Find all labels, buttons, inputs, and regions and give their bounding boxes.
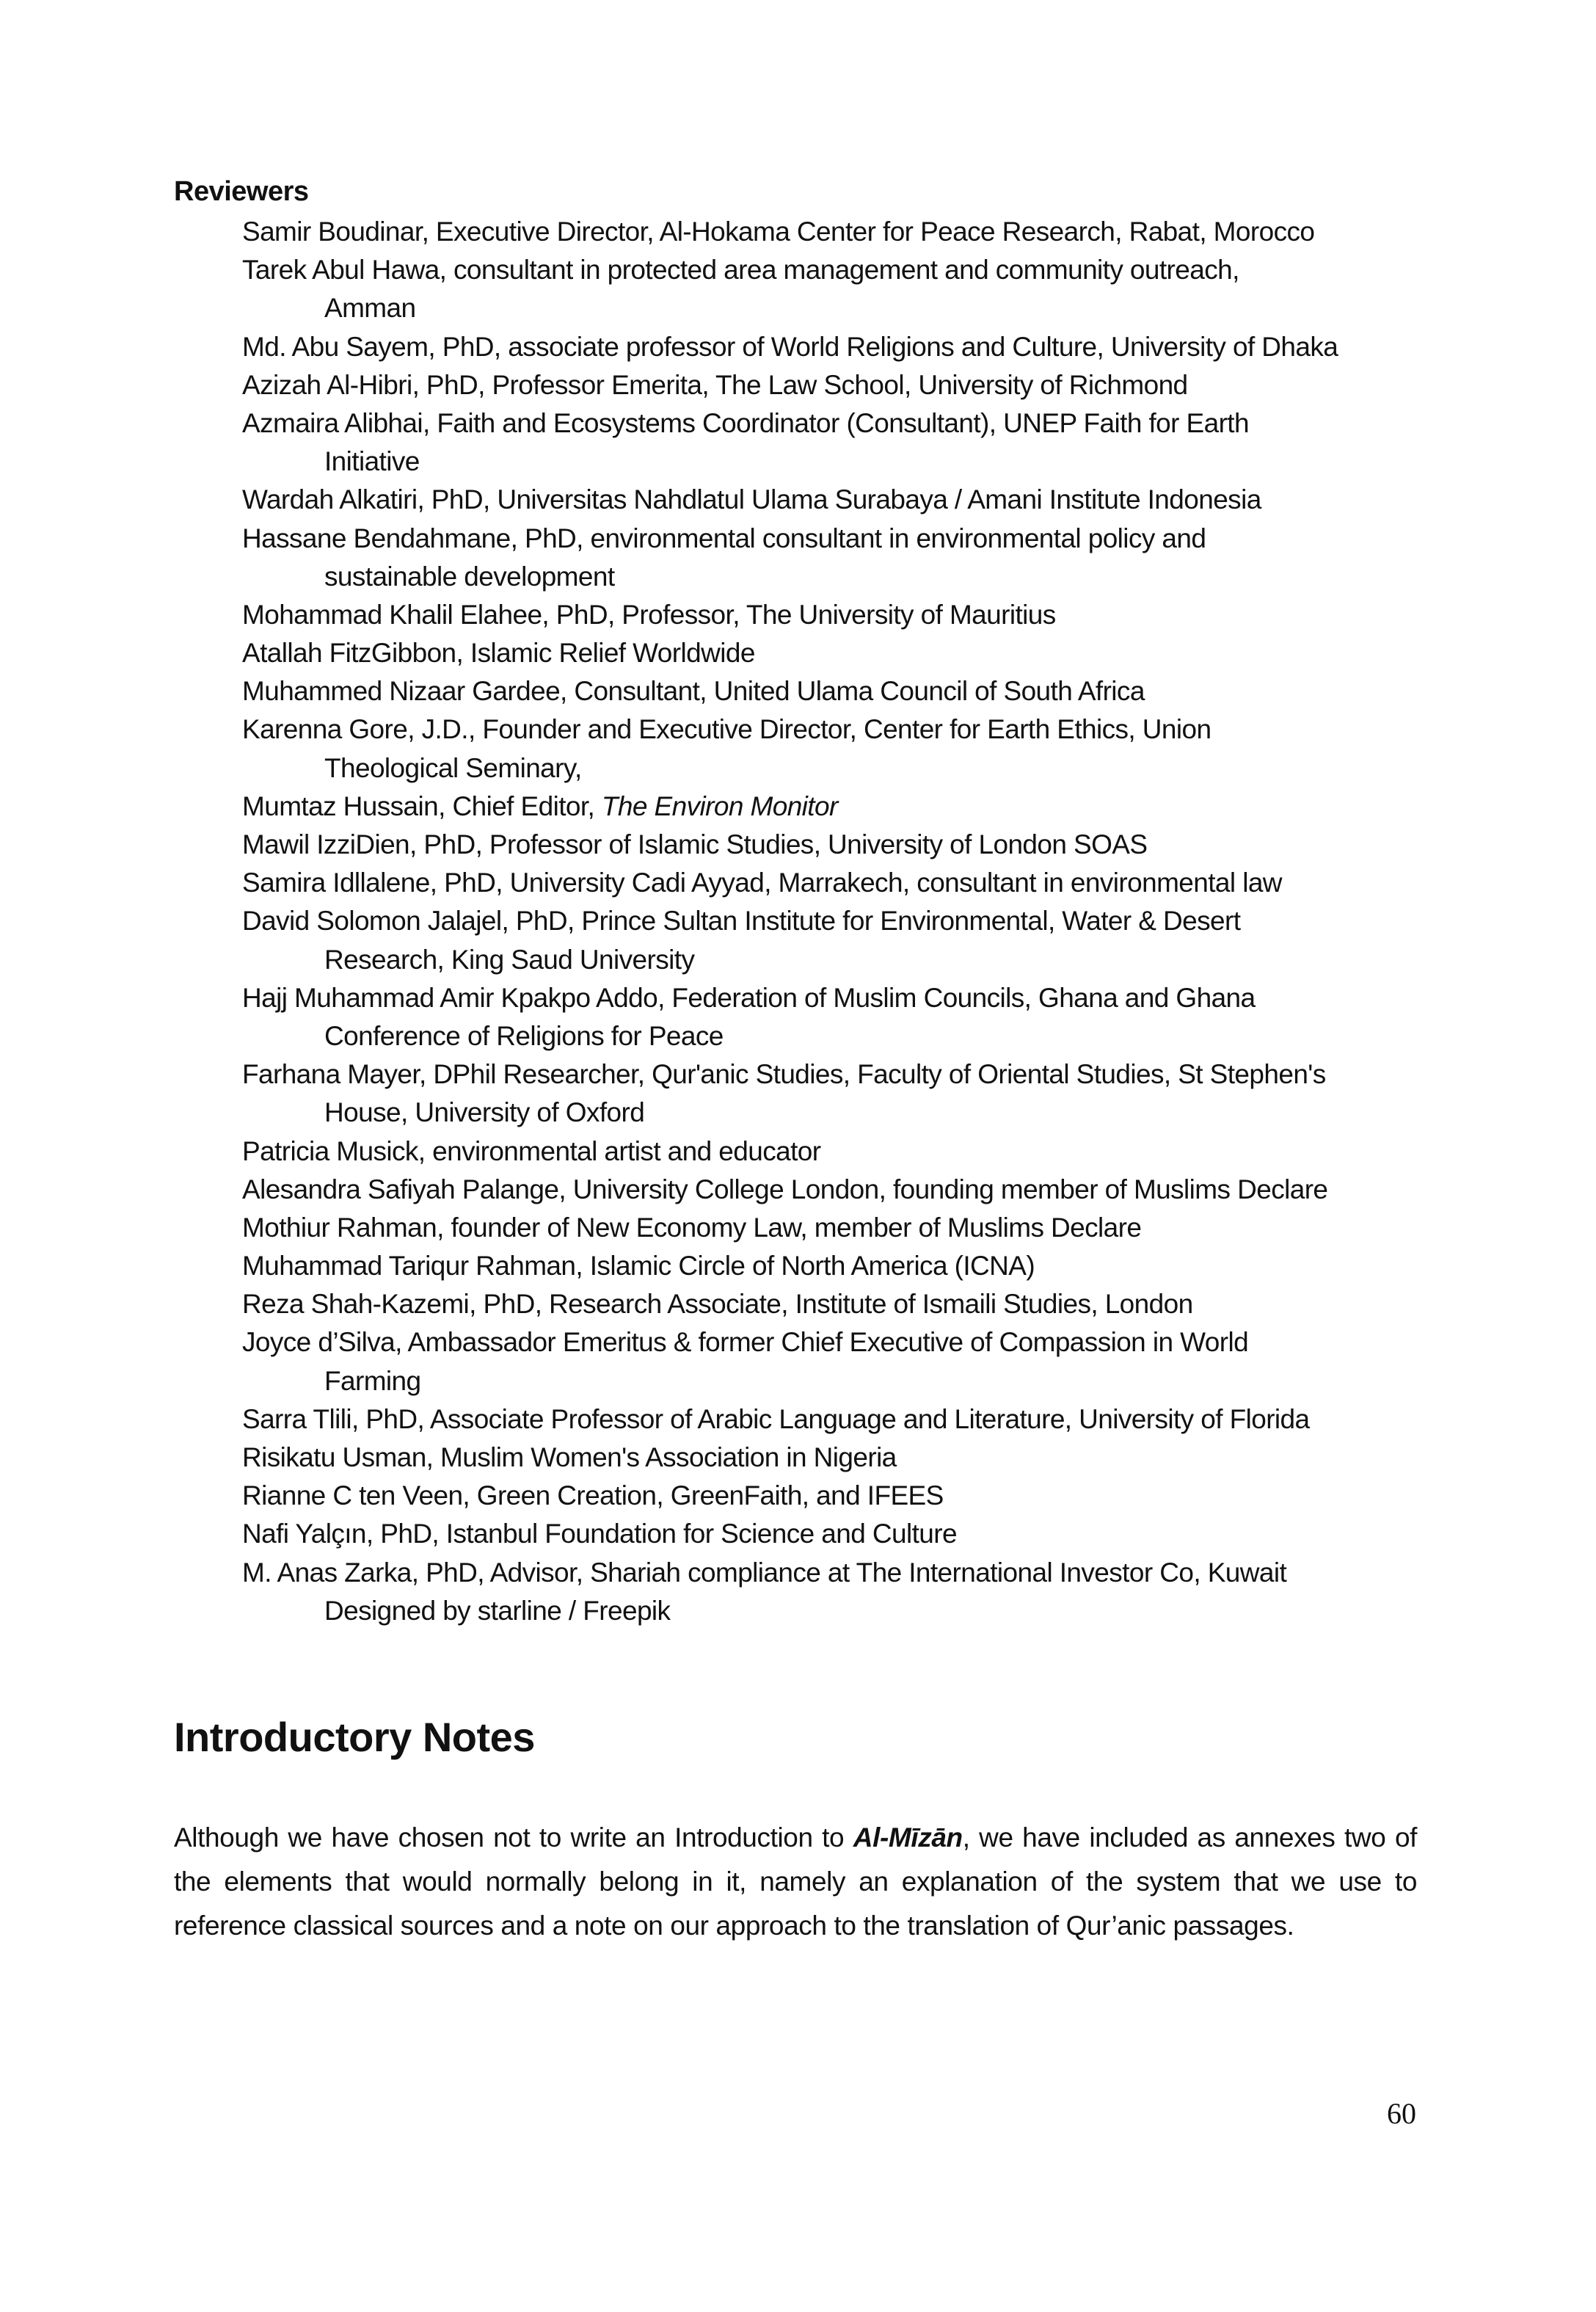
reviewer-line xyxy=(242,1209,1490,1247)
reviewer-line xyxy=(242,596,1490,634)
reviewer-text: Samir Boudinar, Executive Director, Al-Hokama Center for Peace Research, Rabat, Morocco xyxy=(242,217,1315,247)
reviewer-entry xyxy=(242,1209,1490,1247)
reviewer-text: Atallah FitzGibbon, Islamic Relief Worldwide xyxy=(242,638,755,669)
reviewer-continuation: Farming xyxy=(324,1365,421,1396)
reviewer-continuation: Research, King Saud University xyxy=(324,944,695,975)
reviewer-line xyxy=(242,213,1490,251)
reviewer-line xyxy=(242,251,1490,289)
reviewer-entry xyxy=(242,213,1490,251)
reviewer-line xyxy=(242,1055,1490,1094)
reviewer-line xyxy=(242,366,1490,404)
reviewer-text: Mohammad Khalil Elahee, PhD, Professor, The University of Mauritius xyxy=(242,599,1056,630)
reviewer-text: Tarek Abul Hawa, consultant in protected area management and community outreach, xyxy=(242,255,1239,286)
reviewer-text: Muhammed Nizaar Gardee, Consultant, United Ulama Council of South Africa xyxy=(242,676,1145,707)
reviewers-list xyxy=(242,213,1490,1630)
reviewer-entry xyxy=(242,1323,1490,1400)
reviewer-entry xyxy=(242,1439,1490,1477)
reviewer-entry xyxy=(242,979,1490,1055)
reviewer-text: Patricia Musick, environmental artist and educator xyxy=(242,1135,821,1166)
reviewer-continuation: House, University of Oxford xyxy=(324,1097,645,1128)
reviewer-entry xyxy=(242,1247,1490,1285)
reviewer-text: David Solomon Jalajel, PhD, Prince Sultan Institute for Environmental, Water & Desert xyxy=(242,906,1241,937)
reviewer-continuation: Initiative xyxy=(324,446,420,477)
reviewer-text: Mothiur Rahman, founder of New Economy Law, member of Muslims Declare xyxy=(242,1212,1142,1243)
reviewer-text: Hassane Bendahmane, PhD, environmental consultant in environmental policy and xyxy=(242,523,1206,553)
reviewer-line xyxy=(242,404,1490,443)
reviewers-heading: Reviewers xyxy=(174,176,309,207)
page-number: 60 xyxy=(1387,2097,1416,2130)
reviewer-continuation: Theological Seminary, xyxy=(324,752,582,783)
reviewer-entry xyxy=(242,1554,1490,1630)
reviewer-entry xyxy=(242,1285,1490,1323)
reviewer-text: Risikatu Usman, Muslim Women's Association in Nigeria xyxy=(242,1442,897,1472)
reviewer-line xyxy=(242,1439,1490,1477)
reviewer-entry xyxy=(242,634,1490,672)
reviewer-text: Muhammad Tariqur Rahman, Islamic Circle of North America (ICNA) xyxy=(242,1251,1035,1282)
reviewer-line xyxy=(242,1133,1490,1171)
reviewer-continuation: Designed by starline / Freepik xyxy=(324,1595,671,1626)
reviewer-text: Samira Idllalene, PhD, University Cadi Ayyad, Marrakech, consultant in environmental law xyxy=(242,868,1282,898)
introductory-notes-heading: Introductory Notes xyxy=(174,1714,535,1760)
reviewer-text: Mumtaz Hussain, Chief Editor, xyxy=(242,790,602,821)
reviewer-entry xyxy=(242,520,1490,596)
reviewer-entry xyxy=(242,596,1490,634)
reviewer-entry xyxy=(242,1171,1490,1209)
reviewer-text: Mawil IzziDien, PhD, Professor of Islamic Studies, University of London SOAS xyxy=(242,829,1148,859)
reviewer-text: Joyce d’Silva, Ambassador Emeritus & former Chief Executive of Compassion in World xyxy=(242,1327,1249,1358)
reviewer-text: Nafi Yalçın, PhD, Istanbul Foundation for Science and Culture xyxy=(242,1519,957,1549)
reviewer-line xyxy=(242,1400,1490,1439)
reviewer-text: Wardah Alkatiri, PhD, Universitas Nahdlatul Ulama Surabaya / Amani Institute Indonesia xyxy=(242,484,1261,515)
reviewer-text: M. Anas Zarka, PhD, Advisor, Shariah compliance at The International Investor Co, Kuwait xyxy=(242,1557,1287,1588)
reviewer-text: Farhana Mayer, DPhil Researcher, Qur'anic Studies, Faculty of Oriental Studies, St Stephen's xyxy=(242,1059,1326,1090)
reviewer-text: Karenna Gore, J.D., Founder and Executive Director, Center for Earth Ethics, Union xyxy=(242,714,1211,745)
intro-text-start: Although we have chosen not to write an Introduction to xyxy=(174,1822,853,1853)
reviewer-line xyxy=(242,672,1490,710)
reviewer-entry xyxy=(242,1515,1490,1553)
publication-title: The Environ Monitor xyxy=(601,790,838,821)
reviewer-text: Hajj Muhammad Amir Kpakpo Addo, Federation of Muslim Councils, Ghana and Ghana xyxy=(242,982,1256,1013)
reviewer-entry xyxy=(242,826,1490,864)
reviewer-line xyxy=(242,520,1490,558)
reviewer-line xyxy=(242,1247,1490,1285)
reviewer-entry xyxy=(242,1477,1490,1515)
reviewer-continuation: sustainable development xyxy=(324,561,615,592)
reviewer-continuation: Amman xyxy=(324,293,416,324)
reviewer-text: Azmaira Alibhai, Faith and Ecosystems Coordinator (Consultant), UNEP Faith for Earth xyxy=(242,407,1249,438)
reviewer-line xyxy=(242,1323,1490,1362)
reviewer-line xyxy=(242,1554,1490,1592)
reviewer-line xyxy=(242,1515,1490,1553)
reviewer-entry xyxy=(242,1400,1490,1439)
reviewer-line xyxy=(242,710,1490,749)
reviewer-line xyxy=(242,328,1490,366)
reviewer-entry xyxy=(242,1055,1490,1132)
reviewer-text: Rianne C ten Veen, Green Creation, GreenFaith, and IFEES xyxy=(242,1480,944,1511)
reviewer-entry xyxy=(242,366,1490,404)
reviewer-line xyxy=(242,1285,1490,1323)
reviewer-entry xyxy=(242,710,1490,787)
reviewer-line xyxy=(242,481,1490,519)
reviewer-text: Md. Abu Sayem, PhD, associate professor of World Religions and Culture, University of Dhaka xyxy=(242,331,1338,362)
reviewer-entry xyxy=(242,1133,1490,1171)
reviewer-text: Alesandra Safiyah Palange, University College London, founding member of Muslims Declare xyxy=(242,1174,1328,1204)
reviewer-entry xyxy=(242,902,1490,978)
reviewer-line xyxy=(242,1171,1490,1209)
intro-text-rest: , we have included as annexes two of the elements that would normally belong in it, namely an explanation of the system that we use to reference classical sources and a note on our approach to the translation of Qur’anic passages. xyxy=(174,1822,1417,1941)
reviewer-entry xyxy=(242,251,1490,327)
reviewer-line xyxy=(242,634,1490,672)
reviewer-entry xyxy=(242,328,1490,366)
reviewer-line xyxy=(242,1477,1490,1515)
reviewer-text: Sarra Tlili, PhD, Associate Professor of Arabic Language and Literature, University of Florida xyxy=(242,1403,1310,1434)
reviewer-text: Azizah Al-Hibri, PhD, Professor Emerita, The Law School, University of Richmond xyxy=(242,369,1188,400)
reviewer-continuation: Conference of Religions for Peace xyxy=(324,1020,724,1051)
reviewer-entry xyxy=(242,404,1490,481)
reviewer-line xyxy=(242,788,1490,826)
reviewer-entry xyxy=(242,481,1490,519)
reviewer-line xyxy=(242,826,1490,864)
intro-paragraph xyxy=(174,1816,1417,1948)
reviewer-text: Reza Shah-Kazemi, PhD, Research Associate, Institute of Ismaili Studies, London xyxy=(242,1289,1193,1320)
reviewer-line xyxy=(242,979,1490,1017)
reviewer-line xyxy=(242,902,1490,940)
reviewer-entry xyxy=(242,672,1490,710)
book-title: Al-Mīzān xyxy=(853,1822,963,1853)
reviewer-entry xyxy=(242,788,1490,826)
reviewer-entry xyxy=(242,864,1490,902)
reviewer-line xyxy=(242,864,1490,902)
